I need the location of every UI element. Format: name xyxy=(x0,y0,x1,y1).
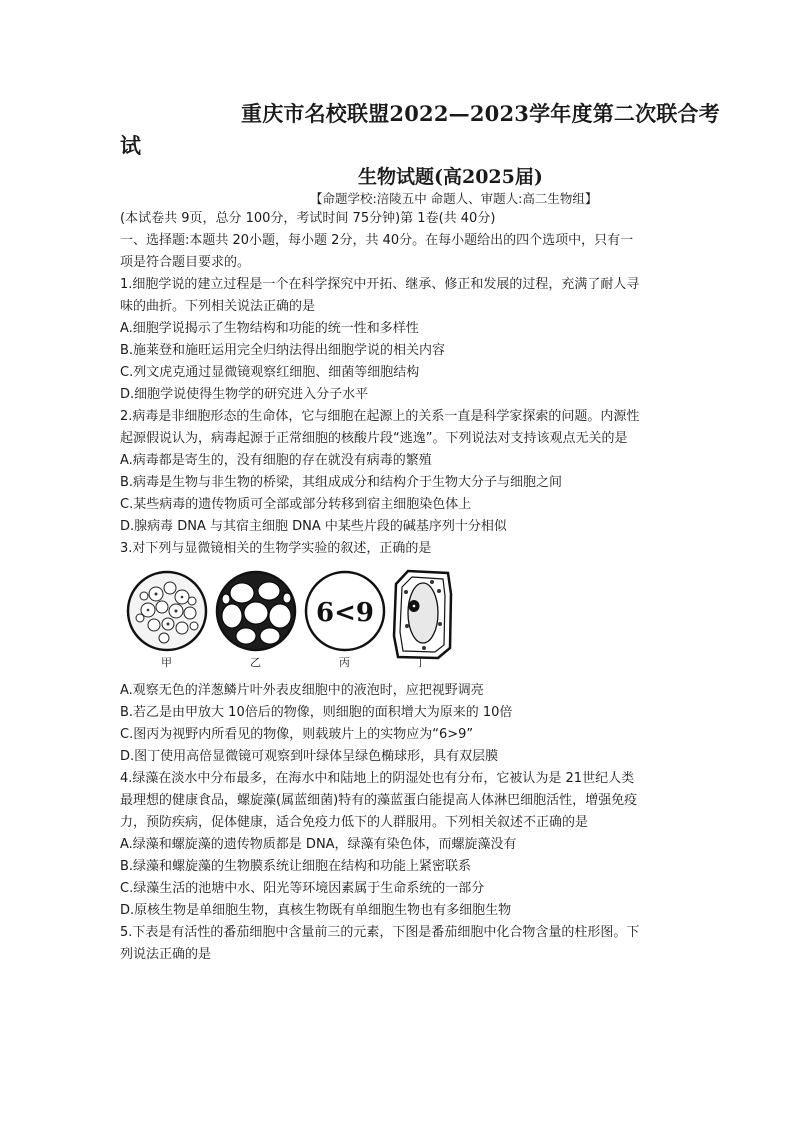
exam-title: 重庆市名校联盟2022—2023学年度第二次联合考 xyxy=(241,101,720,126)
exam-body-upper xyxy=(120,208,680,560)
section-instructions-continued: 项是符合题目要求的。 xyxy=(120,255,251,270)
option-b: B.若乙是由甲放大 10倍后的物像，则细胞的面积增大为原来的 10倍 xyxy=(120,705,513,720)
question-stem: 4.绿藻在淡水中分布最多，在海水中和陆地上的阴湿处也有分布，它被认为是 21世纪人类 xyxy=(120,771,635,786)
option-d: D.腺病毒 DNA 与其宿主细胞 DNA 中某些片段的碱基序列十分相似 xyxy=(120,519,507,534)
option-a: A.细胞学说揭示了生物结构和功能的统一性和多样性 xyxy=(120,321,419,336)
exam-body-lower xyxy=(120,680,680,966)
question-4 xyxy=(120,768,680,922)
question-stem-continued: 味的曲折。下列相关说法正确的是 xyxy=(120,299,316,314)
question-stem: 5.下表是有活性的番茄细胞中含量前三的元素，下图是番茄细胞中化合物含量的柱形图。下 xyxy=(120,925,640,940)
option-c: C.绿藻生活的池塘中水、阳光等环境因素属于生命系统的一部分 xyxy=(120,881,485,896)
section-instructions: 一、选择题:本题共 20小题，每小题 2分，共 40分。在每小题给出的四个选项中，只有一 xyxy=(120,233,634,248)
option-b: B.施莱登和施旺运用完全归纳法得出细胞学说的相关内容 xyxy=(120,343,446,358)
question-2 xyxy=(120,406,680,538)
option-b: B.绿藻和螺旋藻的生物膜系统让细胞在结构和功能上紧密联系 xyxy=(120,859,472,874)
question-5 xyxy=(120,922,680,966)
question-stem-continued: 最理想的健康食品，螺旋藻(属蓝细菌)特有的藻蓝蛋白能提高人体淋巴细胞活性，增强免疫 xyxy=(120,793,638,808)
question-stem: 3.对下列与显微镜相关的生物学实验的叙述，正确的是 xyxy=(120,541,432,556)
question-3 xyxy=(120,538,680,560)
exam-author-info: 【命题学校:涪陵五中 命题人、审题人:高二生物组】 xyxy=(310,191,598,206)
option-c: C.图丙为视野内所看见的物像，则载玻片上的实物应为“6>9” xyxy=(120,727,474,742)
figure-jia-field xyxy=(128,572,206,650)
option-d: D.细胞学说使得生物学的研究进入分子水平 xyxy=(120,387,369,402)
option-a: A.病毒都是寄生的，没有细胞的存在就没有病毒的繁殖 xyxy=(120,453,432,468)
figure-label-yi: 乙 xyxy=(250,656,261,669)
option-c: C.某些病毒的遗传物质可全部或部分转移到宿主细胞染色体上 xyxy=(120,497,472,512)
question-stem: 1.细胞学说的建立过程是一个在科学探究中开拓、继承、修正和发展的过程，充满了耐人寻 xyxy=(120,277,640,292)
question-stem-continued: 力，预防疾病，促体健康，适合免疫力低下的人群服用。下列相关叙述不正确的是 xyxy=(120,815,589,830)
question-stem: 2.病毒是非细胞形态的生命体，它与细胞在起源上的关系一直是科学家探索的问题。内源性 xyxy=(120,409,640,424)
figure-bing-text: 6<9 xyxy=(316,598,374,628)
figure-ding-cell xyxy=(394,571,451,658)
option-a: A.绿藻和螺旋藻的遗传物质都是 DNA，绿藻有染色体，而螺旋藻没有 xyxy=(120,837,517,852)
microscope-figure-drawing xyxy=(126,566,456,670)
exam-subtitle: 生物试题(高2025届) xyxy=(358,166,543,188)
exam-info: (本试卷共 9页，总分 100分，考试时间 75分钟)第 1卷(共 40分) xyxy=(120,211,496,226)
question-stem-continued: 起源假说认为，病毒起源于正常细胞的核酸片段“逃逸”。下列说法对支持该观点无关的是 xyxy=(120,431,628,446)
option-b: B.病毒是生物与非生物的桥梁，其组成成分和结构介于生物大分子与细胞之间 xyxy=(120,475,563,490)
option-d: D.图丁使用高倍显微镜可观察到叶绿体呈绿色椭球形，具有双层膜 xyxy=(120,749,499,764)
figure-yi-field xyxy=(217,572,295,650)
question-stem-continued: 列说法正确的是 xyxy=(120,947,212,962)
figure-bing-field xyxy=(306,572,384,650)
figure-label-ding: 丁 xyxy=(415,656,426,669)
option-c: C.列文虎克通过显微镜观察红细胞、细菌等细胞结构 xyxy=(120,365,420,380)
microscope-figure xyxy=(126,566,456,670)
option-a: A.观察无色的洋葱鳞片叶外表皮细胞中的液泡时，应把视野调亮 xyxy=(120,683,484,698)
exam-title-continued: 试 xyxy=(120,133,141,158)
figure-label-bing: 丙 xyxy=(339,656,350,669)
option-d: D.原核生物是单细胞生物，真核生物既有单细胞生物也有多细胞生物 xyxy=(120,903,512,918)
figure-label-jia: 甲 xyxy=(161,656,172,669)
question-1 xyxy=(120,274,680,406)
